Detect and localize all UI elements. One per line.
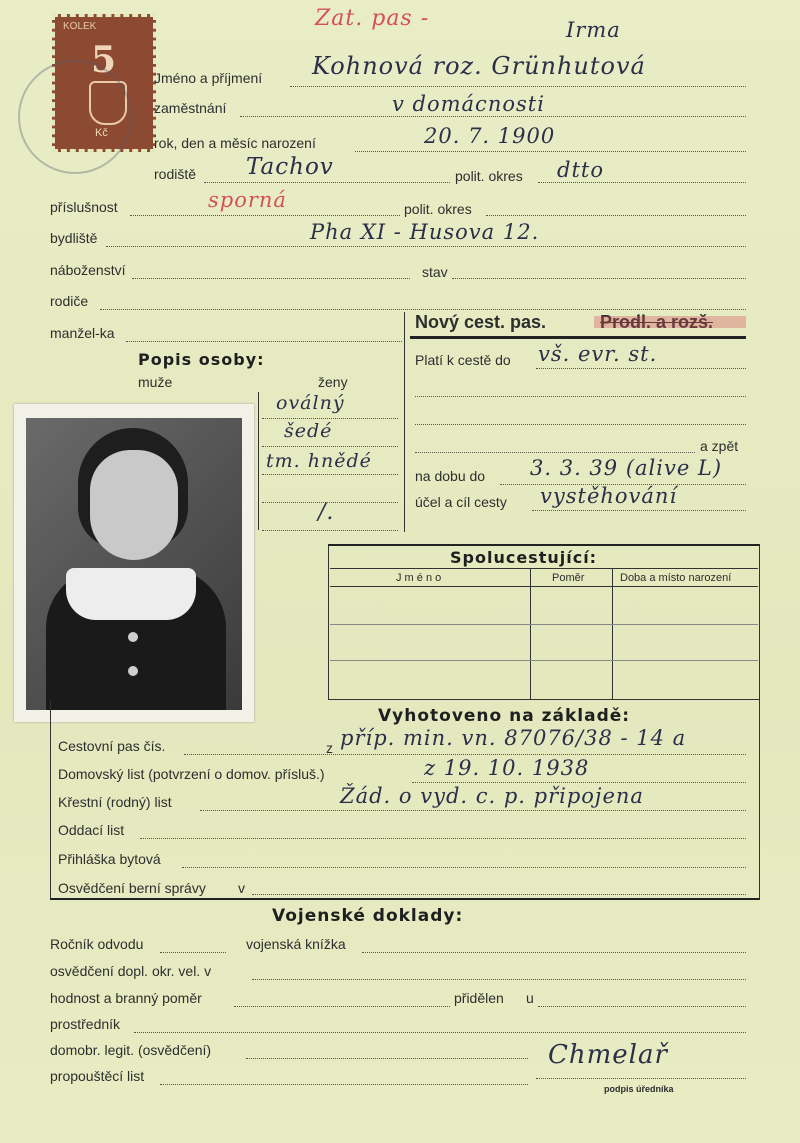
book-line — [362, 952, 746, 953]
assigned-line — [538, 1006, 746, 1007]
religion-label: náboženství — [50, 262, 126, 278]
birthplace-label: rodiště — [154, 166, 197, 182]
issued-row-1-label: Cestovní pas čís. — [58, 738, 166, 754]
issued-title: Vyhotoveno na základě: — [378, 706, 631, 726]
birth-line — [355, 151, 746, 152]
companions-row-2 — [330, 660, 758, 661]
col-relation-header: Poměr — [552, 572, 585, 584]
birthplace-hand: Tachov — [246, 154, 334, 180]
cert-label: osvědčení dopl. okr. vel. v — [50, 963, 212, 979]
name-line — [290, 86, 746, 87]
rank-label: hodnost a branný poměr — [50, 990, 202, 1006]
women-label: ženy — [318, 374, 348, 390]
parents-line — [100, 309, 746, 310]
valid-hand: vš. evr. st. — [538, 342, 658, 366]
desc-line-2 — [262, 446, 398, 447]
companions-row-1 — [330, 624, 758, 625]
period-hand: 3. 3. 39 (alive L) — [530, 456, 723, 480]
col-birth-header: Doba a místo narození — [620, 572, 732, 584]
citizenship-hand: sporná — [208, 188, 287, 212]
purpose-line — [532, 510, 746, 511]
religion-line — [132, 278, 410, 279]
occupation-label: zaměstnání — [154, 100, 227, 116]
signature-line — [536, 1078, 746, 1079]
valid-line-3 — [415, 424, 746, 425]
passport-title: Nový cest. pas. — [415, 312, 547, 332]
stamp-value: 5 — [91, 39, 117, 81]
issued-row-1-mid: z — [326, 740, 333, 756]
legit-line — [246, 1058, 528, 1059]
issued-row-2-hand: z 19. 10. 1938 — [424, 756, 590, 780]
stamp-header: KOLEK — [63, 21, 97, 32]
district-hand: dtto — [557, 158, 604, 182]
district-label: polit. okres — [455, 168, 523, 184]
signature-label: podpis úředníka — [604, 1084, 674, 1094]
name-label: Jméno a příjmení — [154, 70, 263, 86]
valid-line — [536, 368, 746, 369]
issued-row-4-label: Oddací list — [58, 822, 125, 838]
col-name-header: J m é n o — [396, 572, 442, 584]
back-label: a zpět — [700, 438, 739, 454]
name-hand: Kohnová roz. Grünhutová — [312, 52, 646, 80]
companions-col-1 — [530, 568, 531, 699]
legit-label: domobr. legit. (osvědčení) — [50, 1042, 212, 1058]
issued-row-6-label: Osvědčení berní správy — [58, 880, 206, 896]
assigned-label: přidělen — [454, 990, 504, 1006]
valid-line-4 — [415, 452, 695, 453]
issued-row-6-line — [252, 894, 746, 895]
status-line — [452, 278, 746, 279]
marks-hand: /. — [318, 500, 335, 525]
spouse-line — [126, 341, 402, 342]
description-divider — [258, 392, 259, 530]
description-title: Popis osoby: — [138, 350, 265, 369]
postmark-icon — [18, 60, 132, 174]
companions-title: Spolucestující: — [450, 548, 598, 567]
birth-hand: 20. 7. 1900 — [424, 124, 556, 148]
issued-row-5-label: Přihláška bytová — [58, 851, 161, 867]
purpose-hand: vystěhování — [540, 484, 678, 508]
intermediary-label: prostředník — [50, 1016, 121, 1032]
valid-line-2 — [415, 396, 746, 397]
cert-line — [252, 979, 746, 980]
issued-row-2-line — [412, 782, 746, 783]
issued-row-6-mid: v — [238, 880, 245, 896]
heading-hand: Zat. pas - — [315, 6, 430, 31]
valid-label: Platí k cestě do — [415, 352, 511, 368]
occupation-hand: v domácnosti — [392, 92, 545, 116]
desc-line-1 — [262, 418, 398, 419]
citizenship-label: příslušnost — [50, 199, 118, 215]
first-name-hand: Irma — [566, 18, 621, 42]
stamp-currency: Kč — [95, 127, 108, 139]
portrait-image — [26, 418, 242, 710]
year-label: Ročník odvodu — [50, 936, 144, 952]
desc-line-5 — [262, 530, 398, 531]
period-label: na dobu do — [415, 468, 486, 484]
passport-divider — [404, 312, 405, 532]
companions-col-2 — [612, 568, 613, 699]
companions-header-rule — [330, 568, 758, 569]
district2-line — [486, 215, 746, 216]
hair-hand: šedé — [284, 420, 333, 442]
passport-title-rule — [410, 336, 746, 339]
release-line — [160, 1084, 528, 1085]
citizenship-line — [130, 215, 400, 216]
rank-line — [234, 1006, 450, 1007]
issued-row-1-hand: příp. min. vn. 87076/38 - 14 a — [340, 726, 687, 750]
passport-title-red: Prodl. a rozš. — [600, 312, 714, 332]
issued-row-5-line — [182, 867, 746, 868]
issued-row-3-hand: Žád. o vyd. c. p. připojena — [340, 784, 644, 808]
birthplace-line — [204, 182, 450, 183]
spouse-label: manžel-ka — [50, 325, 115, 341]
residence-hand: Pha XI - Husova 12. — [310, 220, 540, 244]
year-line — [160, 952, 226, 953]
district2-label: polit. okres — [404, 201, 472, 217]
occupation-line — [240, 116, 746, 117]
desc-line-3 — [262, 474, 398, 475]
birth-label: rok, den a měsíc narození — [154, 135, 316, 151]
issued-row-3-label: Křestní (rodný) list — [58, 794, 172, 810]
men-label: muže — [138, 374, 173, 390]
issued-row-2-label: Domovský list (potvrzení o domov. přísluš.) — [58, 766, 325, 782]
residence-line — [106, 246, 746, 247]
issued-row-1-line — [184, 754, 746, 755]
eyes-hand: tm. hnědé — [266, 450, 372, 472]
district-line — [538, 182, 746, 183]
release-label: propouštěcí list — [50, 1068, 145, 1084]
companions-subheader-rule — [330, 586, 758, 587]
issued-row-3-line — [200, 810, 746, 811]
red-strike-mark — [594, 316, 746, 328]
purpose-label: účel a cíl cesty — [415, 494, 507, 510]
intermediary-line — [134, 1032, 746, 1033]
book-label: vojenská knížka — [246, 936, 346, 952]
portrait-photo — [14, 404, 254, 722]
official-signature: Chmelař — [548, 1040, 668, 1070]
military-title: Vojenské doklady: — [272, 906, 464, 926]
status-label: stav — [422, 264, 448, 280]
issued-row-4-line — [140, 838, 746, 839]
parents-label: rodiče — [50, 293, 89, 309]
assigned-mid: u — [526, 990, 534, 1006]
face-hand: oválný — [276, 392, 345, 414]
residence-label: bydliště — [50, 230, 98, 246]
